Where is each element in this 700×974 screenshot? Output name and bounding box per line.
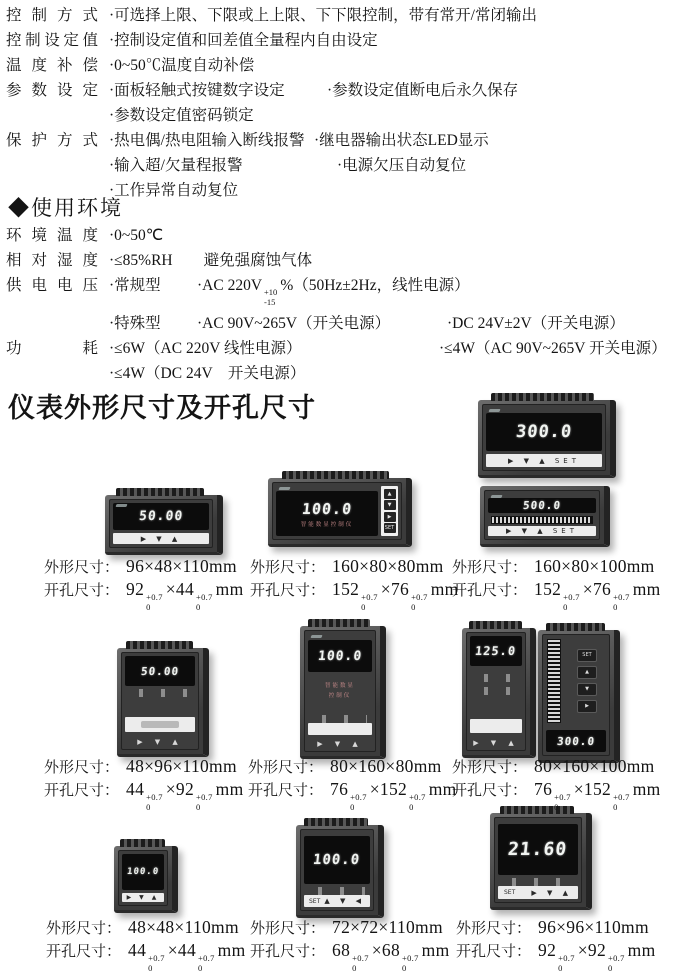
lcd-display <box>546 730 606 752</box>
up-button: ▲ <box>384 489 396 499</box>
spec-text: ·可选择上限、下限或上上限、下下限控制，带有常开/常闭输出 <box>109 7 537 24</box>
cutout-a: 44 <box>126 779 145 799</box>
button-strip <box>470 719 522 733</box>
spec-label: 保护方式 <box>6 132 98 149</box>
env-row-humidity <box>6 251 696 270</box>
lcd-display <box>125 656 195 686</box>
cutout-a: 44 <box>128 940 147 960</box>
lcd-display <box>488 498 596 513</box>
instrument-photo-160x80-100-top <box>478 400 616 478</box>
spec-label: 控制设定值 <box>6 32 98 49</box>
cutout-a: 76 <box>330 779 349 799</box>
set-button: SET <box>384 525 395 532</box>
button-strip <box>113 533 209 544</box>
unit: mm <box>217 940 246 960</box>
env-label: 供电电压 <box>6 277 98 294</box>
spec-label: 温度补偿 <box>6 57 98 74</box>
brand-logo-icon <box>310 635 322 638</box>
tolerance: +0.7 0 <box>411 592 428 612</box>
mounting-ribs <box>120 839 165 847</box>
indicator-lights <box>475 674 517 682</box>
button-strip <box>122 893 164 902</box>
key-icons: ▶ ▼ ▲ <box>126 894 160 901</box>
indicator-lights <box>130 689 190 697</box>
outer-dim-label: 外形尺寸： <box>46 921 122 937</box>
button-strip <box>304 895 370 907</box>
lcd-display <box>122 854 164 890</box>
outer-dim-value: 72×72×110mm <box>332 917 443 937</box>
section-title-dimensions: 仪表外形尺寸及开孔尺寸 <box>8 393 316 423</box>
dim-cell-7 <box>46 917 246 973</box>
mounting-ribs <box>304 818 368 826</box>
brand-logo-icon <box>115 504 127 507</box>
spec-row-protection <box>6 131 696 200</box>
dim-cell-9 <box>456 917 656 973</box>
shift-button: ▶ <box>577 700 597 713</box>
tolerance: +0.7 0 <box>146 592 163 612</box>
outer-dim-label: 外形尺寸： <box>452 760 528 776</box>
dim-cell-5 <box>248 756 457 812</box>
instrument-photo-80x160-100-right <box>538 630 620 763</box>
cutout-b: 44 <box>175 579 195 599</box>
instrument-photo-80x160 <box>300 626 386 759</box>
key-icons: ▲ ▼ ◀ <box>324 897 365 905</box>
brand-logo-icon <box>490 495 502 498</box>
cutout-dim-label: 开孔尺寸： <box>456 944 532 960</box>
indicator-lights <box>475 687 517 695</box>
instrument-photo-96x96 <box>490 813 592 910</box>
cutout-dim-label: 开孔尺寸： <box>250 583 326 599</box>
down-button: ▼ <box>577 683 597 696</box>
key-icons: ▶ ▼ ▲ <box>473 739 519 747</box>
outer-dim-label: 外形尺寸： <box>44 760 120 776</box>
dim-cell-6 <box>452 756 661 812</box>
times-sign: × <box>165 779 176 799</box>
lcd-display <box>308 640 372 672</box>
env-label: 相对湿度 <box>6 252 98 269</box>
key-icons: ▶ ▼ ▲ <box>317 740 363 748</box>
key-icons: ▶ ▼ ▲ <box>531 888 572 897</box>
env-text: ·DC 24V±2V（开关电源） <box>447 314 625 332</box>
outer-dim-label: 外形尺寸： <box>250 560 326 576</box>
outer-dim-label: 外形尺寸： <box>250 921 326 937</box>
env-text: ·AC 90V~265V（开关电源） <box>197 314 391 332</box>
outer-dim-value: 96×96×110mm <box>538 917 649 937</box>
spec-text: ·控制设定值和回差值全量程内自由设定 <box>109 32 378 49</box>
mounting-ribs <box>469 621 522 629</box>
display-value: 100.0 <box>317 648 363 664</box>
mounting-ribs <box>308 619 370 627</box>
down-button: ▼ <box>384 500 396 510</box>
tolerance: +0.7 0 <box>352 953 369 973</box>
unit: mm <box>632 779 661 799</box>
set-button: SET <box>309 897 321 905</box>
spec-text: ·工作异常自动复位 <box>109 182 239 199</box>
times-sign: × <box>165 579 176 599</box>
indicator-lights <box>309 887 365 895</box>
spec-text: ·热电偶/热电阻输入断线报警 <box>109 132 305 149</box>
lcd-display <box>113 503 209 530</box>
outer-dim-label: 外形尺寸： <box>452 560 528 576</box>
times-sign: × <box>380 579 391 599</box>
instrument-photo-72x72 <box>296 825 384 918</box>
display-caption: 控制仪 <box>328 693 352 699</box>
instrument-photo-48x48 <box>114 846 178 913</box>
mounting-ribs <box>126 641 193 649</box>
env-text: ·常规型 <box>109 277 161 294</box>
instrument-photo-48x96 <box>117 648 209 757</box>
tolerance: +0.7 0 <box>196 792 213 812</box>
display-value: 100.0 <box>126 867 160 877</box>
key-icons: ▶ ▼ ▲ <box>137 738 183 746</box>
env-text: ·≤4W（AC 90V~265V 开关电源） <box>439 339 667 357</box>
cutout-b: 44 <box>177 940 197 960</box>
set-button: SET <box>577 649 597 662</box>
lcd-display <box>470 636 522 666</box>
spec-text: ·面板轻触式按键数字设定 <box>109 82 285 99</box>
dim-cell-8 <box>250 917 450 973</box>
vertical-bargraph <box>547 639 561 723</box>
unit: mm <box>632 579 661 599</box>
times-sign: × <box>369 779 380 799</box>
cutout-dim-label: 开孔尺寸： <box>452 783 528 799</box>
button-column <box>381 486 398 536</box>
cutout-a: 92 <box>126 579 145 599</box>
tolerance: +0.7 0 <box>563 592 580 612</box>
display-value: 21.60 <box>507 839 569 860</box>
display-value: 500.0 <box>522 499 562 512</box>
tolerance: +0.7 0 <box>554 792 571 812</box>
cutout-dim-label: 开孔尺寸： <box>46 944 122 960</box>
outer-dim-value: 96×48×110mm <box>126 556 237 576</box>
cutout-b: 76 <box>592 579 612 599</box>
cutout-dim-label: 开孔尺寸： <box>44 583 120 599</box>
cutout-a: 152 <box>332 579 360 599</box>
display-caption: 智能数显 <box>324 683 355 689</box>
section-title-environment: ◆使用环境 <box>8 196 123 220</box>
cutout-dim-label: 开孔尺寸： <box>452 583 528 599</box>
times-sign: × <box>371 940 382 960</box>
cutout-b: 92 <box>587 940 607 960</box>
spec-row-param-setting <box>6 81 696 125</box>
unit: mm <box>421 940 450 960</box>
env-text: ·AC 220V <box>197 277 263 294</box>
set-button: SET <box>504 889 516 896</box>
env-text: ·特殊型 <box>109 314 161 332</box>
tolerance: +0.7 0 <box>613 592 630 612</box>
env-text: ·≤4W（DC 24V 开关电源） <box>109 364 306 382</box>
tolerance: +0.7 0 <box>558 953 575 973</box>
outer-dim-value: 80×160×100mm <box>534 756 655 776</box>
display-value: 100.0 <box>312 852 362 868</box>
cutout-a: 76 <box>534 779 553 799</box>
key-icons: ▶ ▼ ▲ SET <box>508 456 580 465</box>
times-sign: × <box>582 579 593 599</box>
tolerance: +0.7 0 <box>613 792 630 812</box>
display-value: 300.0 <box>556 734 596 748</box>
outer-dim-value: 160×80×100mm <box>534 556 655 576</box>
tolerance: +0.7 0 <box>402 953 419 973</box>
spec-text: ·参数设定值密码锁定 <box>109 107 254 124</box>
outer-dim-label: 外形尺寸： <box>456 921 532 937</box>
spec-label: 控制方式 <box>6 7 98 24</box>
display-value: 100.0 <box>300 499 354 518</box>
lcd-display <box>304 836 370 884</box>
cutout-b: 92 <box>175 779 195 799</box>
tolerance: +0.7 0 <box>148 953 165 973</box>
cutout-dim-label: 开孔尺寸： <box>248 783 324 799</box>
dim-cell-3 <box>452 556 661 612</box>
brand-logo-icon <box>278 487 290 490</box>
spec-row-setpoint <box>6 31 696 50</box>
outer-dim-value: 48×96×110mm <box>126 756 237 776</box>
instrument-photo-96x48 <box>105 495 223 555</box>
spec-text: ·输入超/欠量程报警 <box>109 157 243 174</box>
button-strip <box>125 717 195 732</box>
mounting-ribs <box>546 623 605 631</box>
unit: mm <box>215 579 244 599</box>
display-value: 50.00 <box>140 664 180 678</box>
lcd-display <box>498 824 578 875</box>
spec-text: ·参数设定值断电后永久保存 <box>327 82 519 99</box>
instrument-photo-160x80 <box>268 478 412 547</box>
tolerance: +0.7 0 <box>409 792 426 812</box>
indicator-lights <box>313 715 367 723</box>
lcd-display <box>276 491 378 536</box>
brand-logo-icon <box>488 409 500 412</box>
env-row-ambient-temp <box>6 226 696 245</box>
unit: mm <box>627 940 656 960</box>
environment-list <box>6 226 696 389</box>
mounting-ribs <box>282 471 390 479</box>
dim-cell-4 <box>44 756 244 812</box>
instrument-photo-160x80-100-bottom <box>480 486 610 547</box>
tolerance: +0.7 0 <box>361 592 378 612</box>
display-value: 50.00 <box>138 509 184 524</box>
display-caption: 智能数显控制仪 <box>300 521 354 528</box>
cutout-a: 152 <box>534 579 562 599</box>
dim-cell-2 <box>250 556 459 612</box>
dim-cell-1 <box>44 556 244 612</box>
env-label: 环境温度 <box>6 227 98 244</box>
times-sign: × <box>577 940 588 960</box>
button-strip <box>488 526 596 536</box>
cutout-b: 152 <box>583 779 612 799</box>
cutout-a: 92 <box>538 940 557 960</box>
env-row-power <box>6 339 696 383</box>
up-button: ▲ <box>577 666 597 679</box>
instrument-photo-80x160-100-left <box>462 628 536 758</box>
env-text: ·≤85%RH 避免强腐蚀气体 <box>109 252 313 269</box>
outer-dim-value: 80×160×80mm <box>330 756 442 776</box>
tolerance: +0.7 0 <box>608 953 625 973</box>
cutout-a: 68 <box>332 940 351 960</box>
env-text: ·≤6W（AC 220V 线性电源） <box>109 339 302 357</box>
key-icons: ▶ ▼ ▲ SET <box>506 527 578 535</box>
env-row-supply-voltage <box>6 276 696 333</box>
shift-button: ▶ <box>384 512 396 522</box>
mounting-ribs <box>116 488 203 496</box>
env-text: ·0~50℃ <box>109 227 164 244</box>
mounting-ribs <box>491 393 594 401</box>
cutout-dim-label: 开孔尺寸： <box>44 783 120 799</box>
times-sign: × <box>167 940 178 960</box>
unit: mm <box>215 779 244 799</box>
spec-text: ·0~50℃温度自动补偿 <box>109 57 255 74</box>
spec-text: ·电源欠压自动复位 <box>337 157 467 174</box>
cutout-dim-label: 开孔尺寸： <box>250 944 326 960</box>
tolerance: +0.7 0 <box>350 792 367 812</box>
cutout-b: 152 <box>379 779 408 799</box>
spec-row-temp-comp <box>6 56 696 75</box>
outer-dim-label: 外形尺寸： <box>44 560 120 576</box>
voltage-tolerance: +10 -15 <box>264 287 278 307</box>
button-strip <box>498 886 578 899</box>
key-icons: ▶ ▼ ▲ <box>140 534 182 543</box>
spec-row-control-mode <box>6 6 696 25</box>
horizontal-bargraph <box>491 516 593 524</box>
outer-dim-value: 160×80×80mm <box>332 556 444 576</box>
spec-text: ·继电器输出状态LED显示 <box>314 132 489 149</box>
env-label: 功耗 <box>6 339 98 357</box>
unit: mm <box>430 579 459 599</box>
button-strip <box>486 454 602 467</box>
display-value: 300.0 <box>514 422 574 442</box>
env-text: %（50Hz±2Hz，线性电源） <box>280 277 470 294</box>
tolerance: +0.7 0 <box>196 592 213 612</box>
spec-list <box>6 6 696 206</box>
indicator-lights <box>503 878 573 886</box>
tolerance: +0.7 0 <box>146 792 163 812</box>
outer-dim-label: 外形尺寸： <box>248 760 324 776</box>
times-sign: × <box>573 779 584 799</box>
tolerance: +0.7 0 <box>198 953 215 973</box>
button-strip <box>308 723 372 735</box>
unit: mm <box>428 779 457 799</box>
set-button <box>141 721 180 728</box>
display-value: 125.0 <box>474 644 518 658</box>
outer-dim-value: 48×48×110mm <box>128 917 239 937</box>
cutout-b: 68 <box>381 940 401 960</box>
spec-label: 参数设定 <box>6 82 98 99</box>
lcd-display <box>486 413 602 451</box>
cutout-b: 76 <box>390 579 410 599</box>
